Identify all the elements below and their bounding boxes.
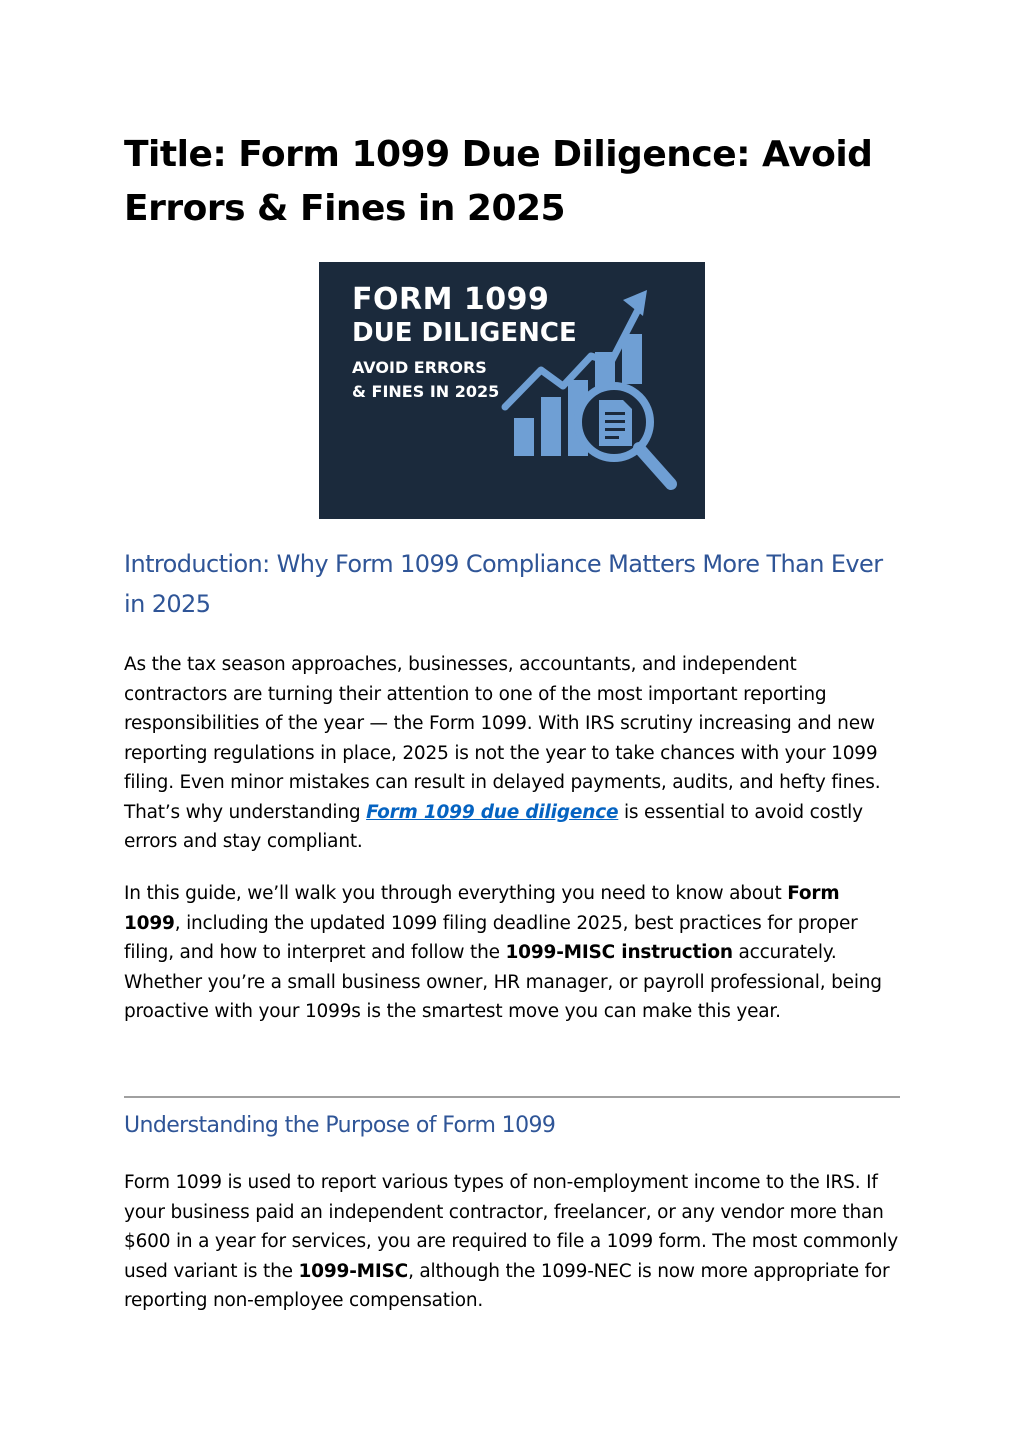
bar-chart-icon (514, 418, 534, 456)
text-span: , including the updated 1099 filing deadline 2025, best practices for proper filing, and how to interpret and follow the (124, 912, 858, 963)
bold-1099-misc-instruction: 1099-MISC instruction (505, 942, 733, 963)
hero-title-line1: FORM 1099 (352, 282, 550, 317)
hero-subtitle-line2: & FINES IN 2025 (352, 382, 500, 401)
text-span: In this guide, we’ll walk you through everything you need to know about (124, 883, 788, 904)
bold-1099-misc: 1099-MISC (298, 1260, 409, 1282)
due-diligence-link[interactable]: Form 1099 due diligence (366, 801, 619, 823)
text-span: As the tax season approaches, businesses, accountants, and independent contractors are turning their attention to one of the most important reporting responsibilities of the year — the Form 1099. With IRS scrutiny increasing and new reporting regulations in place, 2025 is not the year to take chances with your 1099 filing. Even minor mistakes can result in delayed payments, audits, and hefty fines. That’s why understanding (124, 654, 881, 823)
document-title: Title: Form 1099 Due Diligence: Avoid Errors & Fines in 2025 (124, 134, 873, 229)
section-divider (124, 1096, 900, 1098)
hero-title-line2: DUE DILIGENCE (352, 318, 577, 348)
intro-paragraph (124, 650, 900, 857)
section-heading-purpose: Understanding the Purpose of Form 1099 (124, 1113, 556, 1138)
text-span: accurately. Whether you’re a small business owner, HR manager, or payroll professional, being proactive with your 1099s is the smartest move you can make this year. (124, 942, 882, 1022)
text-span: , although the 1099-NEC is now more appropriate for reporting non-employee compensation. (124, 1260, 890, 1311)
hero-image (319, 262, 705, 519)
text-span: is essential to avoid costly errors and stay compliant. (124, 801, 863, 852)
section-heading-introduction: Introduction: Why Form 1099 Compliance Matters More Than Ever in 2025 (124, 550, 883, 618)
guide-paragraph (124, 879, 900, 1027)
magnifier-handle (639, 448, 671, 484)
purpose-paragraph (124, 1168, 900, 1316)
bold-form-1099: Form 1099 (124, 883, 840, 934)
bar-chart-bar (541, 397, 561, 456)
text-span: Form 1099 is used to report various types of non-employment income to the IRS. If your business paid an independent contractor, freelancer, or any vendor more than $600 in a year for services, you are required to file a 1099 form. The most commonly used variant is the (124, 1172, 898, 1282)
hero-subtitle-line1: AVOID ERRORS (352, 358, 487, 377)
